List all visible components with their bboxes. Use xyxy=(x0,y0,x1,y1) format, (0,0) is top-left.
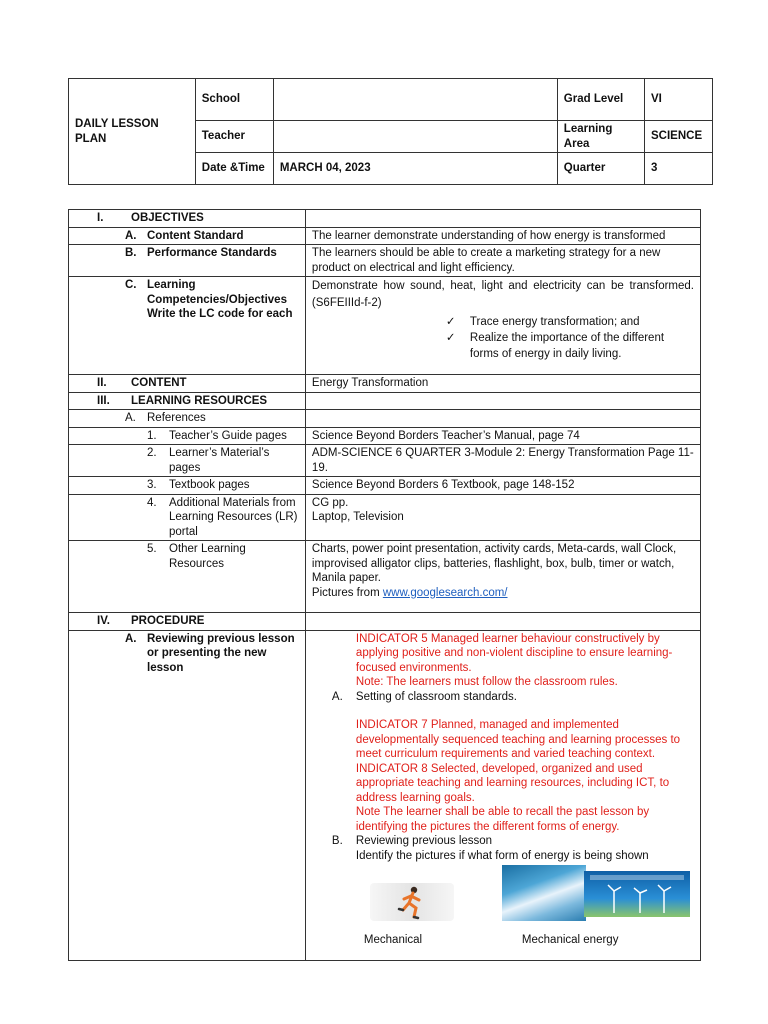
reference-label: Additional Materials from Learning Resources (LR) portal xyxy=(169,496,298,538)
reference-num: 1. xyxy=(147,429,157,442)
reviewing-label: Reviewing previous lesson or presenting the new lesson xyxy=(147,632,295,674)
reference-item-row xyxy=(69,445,701,477)
school-value xyxy=(273,79,557,121)
content-standard-label: Content Standard xyxy=(147,229,244,242)
competencies-num: C. xyxy=(125,279,137,291)
wind-turbine-image xyxy=(584,871,690,917)
performance-standards-value: The learners should be able to create a marketing strategy for a new product on electrical and light efficiency. xyxy=(305,245,700,277)
reference-value: CG pp. xyxy=(311,496,349,509)
plan-title: DAILY LESSON PLAN xyxy=(69,79,196,185)
pictures-source xyxy=(312,586,694,601)
reference-value: Science Beyond Borders 6 Textbook, page 148-152 xyxy=(305,477,700,495)
references-label: References xyxy=(147,412,206,424)
reviewing-row xyxy=(69,630,701,961)
reference-value: Science Beyond Borders Teacher’s Manual, page 74 xyxy=(305,427,700,445)
quarter-label: Quarter xyxy=(557,153,644,185)
reference-item-row xyxy=(69,494,701,541)
reference-num: 3. xyxy=(147,479,157,491)
reference-value: ADM-SCIENCE 6 QUARTER 3-Module 2: Energy Transformation Page 11-19. xyxy=(305,445,700,477)
performance-standards-num: B. xyxy=(125,247,137,259)
reference-num: 2. xyxy=(147,447,157,459)
wave-image xyxy=(502,865,586,921)
performance-standards-label: Performance Standards xyxy=(147,247,277,259)
google-search-link[interactable]: www.googlesearch.com/ xyxy=(382,586,508,599)
school-label: School xyxy=(195,79,273,121)
references-num: A. xyxy=(125,412,136,424)
resources-row xyxy=(69,392,701,410)
content-row xyxy=(69,375,701,393)
resources-label: LEARNING RESOURCES xyxy=(131,394,268,407)
check-item xyxy=(312,330,694,362)
indicator-7: INDICATOR 7 Planned, managed and implemented developmentally sequenced teaching and learning processes to meet curriculum requirements and varied teaching context. xyxy=(355,719,681,760)
resources-num: III. xyxy=(97,394,110,407)
content-label: CONTENT xyxy=(131,377,187,389)
caption-mechanical-energy: Mechanical energy xyxy=(521,934,619,946)
teacher-value xyxy=(273,121,557,153)
pictures-source-text: Pictures from xyxy=(311,586,383,599)
reference-num: 5. xyxy=(147,543,157,555)
procedure-label: PROCEDURE xyxy=(131,615,205,627)
reference-item-row xyxy=(69,541,701,613)
reviewing-num: A. xyxy=(125,632,137,645)
reference-label: Other Learning Resources xyxy=(169,543,246,570)
reference-num: 4. xyxy=(147,496,157,509)
date-value: MARCH 04, 2023 xyxy=(273,153,557,185)
reference-label: Textbook pages xyxy=(169,479,250,491)
content-standard-num: A. xyxy=(125,229,137,242)
indicator-8: INDICATOR 8 Selected, developed, organized and used appropriate teaching and learning resources, including ICT, to address learning goals. xyxy=(355,762,670,804)
runner-image xyxy=(370,883,454,921)
note-recall: Note The learner shall be able to recall the past lesson by identifying the pictures the different forms of energy. xyxy=(355,806,650,833)
date-label: Date &Time xyxy=(195,153,273,185)
check-item-text: Trace energy transformation; and xyxy=(469,316,640,328)
quarter-value: 3 xyxy=(645,153,713,185)
procedure-num: IV. xyxy=(97,615,111,627)
content-num: II. xyxy=(97,377,107,389)
check-item-text: Realize the importance of the different forms of energy in daily living. xyxy=(469,332,665,360)
caption-mechanical: Mechanical xyxy=(363,934,423,946)
sub-item-b-text: Reviewing previous lesson xyxy=(355,835,493,847)
objectives-num: I. xyxy=(97,212,104,224)
checkmark-icon: ✓ xyxy=(445,332,456,344)
references-row xyxy=(69,410,701,428)
sub-item-b xyxy=(312,834,694,849)
header-table xyxy=(68,78,713,185)
area-label: Learning Area xyxy=(557,121,644,153)
sub-item-a-text: Setting of classroom standards. xyxy=(355,690,518,703)
competencies-row xyxy=(69,277,701,375)
sub-item-b-letter: B. xyxy=(331,835,343,847)
content-standard-row xyxy=(69,227,701,245)
content-value: Energy Transformation xyxy=(305,375,700,393)
competencies-label: Learning Competencies/Objectives Write the LC code for each xyxy=(147,279,293,320)
performance-standards-row xyxy=(69,245,701,277)
competencies-value: Demonstrate how sound, heat, light and electricity can be transformed. (S6FEIIId-f-2) xyxy=(311,280,694,309)
indicator-5: INDICATOR 5 Managed learner behaviour constructively by applying positive and non-violent discipline to ensure learning-focused environments. xyxy=(355,632,673,674)
content-standard-value: The learner demonstrate understanding of how energy is transformed xyxy=(305,227,700,245)
lesson-table xyxy=(68,209,701,961)
reference-label: Learner’s Material’s pages xyxy=(169,447,270,474)
reference-item-row xyxy=(69,427,701,445)
sub-item-a-letter: A. xyxy=(331,690,343,703)
objectives-label: OBJECTIVES xyxy=(131,212,204,224)
objectives-row xyxy=(69,210,701,228)
reference-label: Teacher’s Guide pages xyxy=(169,429,287,442)
teacher-label: Teacher xyxy=(195,121,273,153)
grade-value: VI xyxy=(645,79,713,121)
reference-value: Charts, power point presentation, activity cards, Meta-cards, wall Clock, improvised alligator clips, batteries, flashlight, box, bulb, timer or watch, Manila paper. xyxy=(311,543,677,584)
energy-pictures xyxy=(312,863,694,959)
grade-label: Grad Level xyxy=(557,79,644,121)
sub-item-a xyxy=(312,690,694,705)
reference-value-2: Laptop, Television xyxy=(311,511,404,523)
note-classroom-rules: Note: The learners must follow the classroom rules. xyxy=(355,676,618,688)
sub-item-b-instruction: Identify the pictures if what form of energy is being shown xyxy=(355,849,649,862)
reference-item-row xyxy=(69,477,701,495)
checkmark-icon: ✓ xyxy=(445,316,456,328)
procedure-row xyxy=(69,613,701,631)
area-value: SCIENCE xyxy=(645,121,713,153)
check-item xyxy=(312,314,694,330)
